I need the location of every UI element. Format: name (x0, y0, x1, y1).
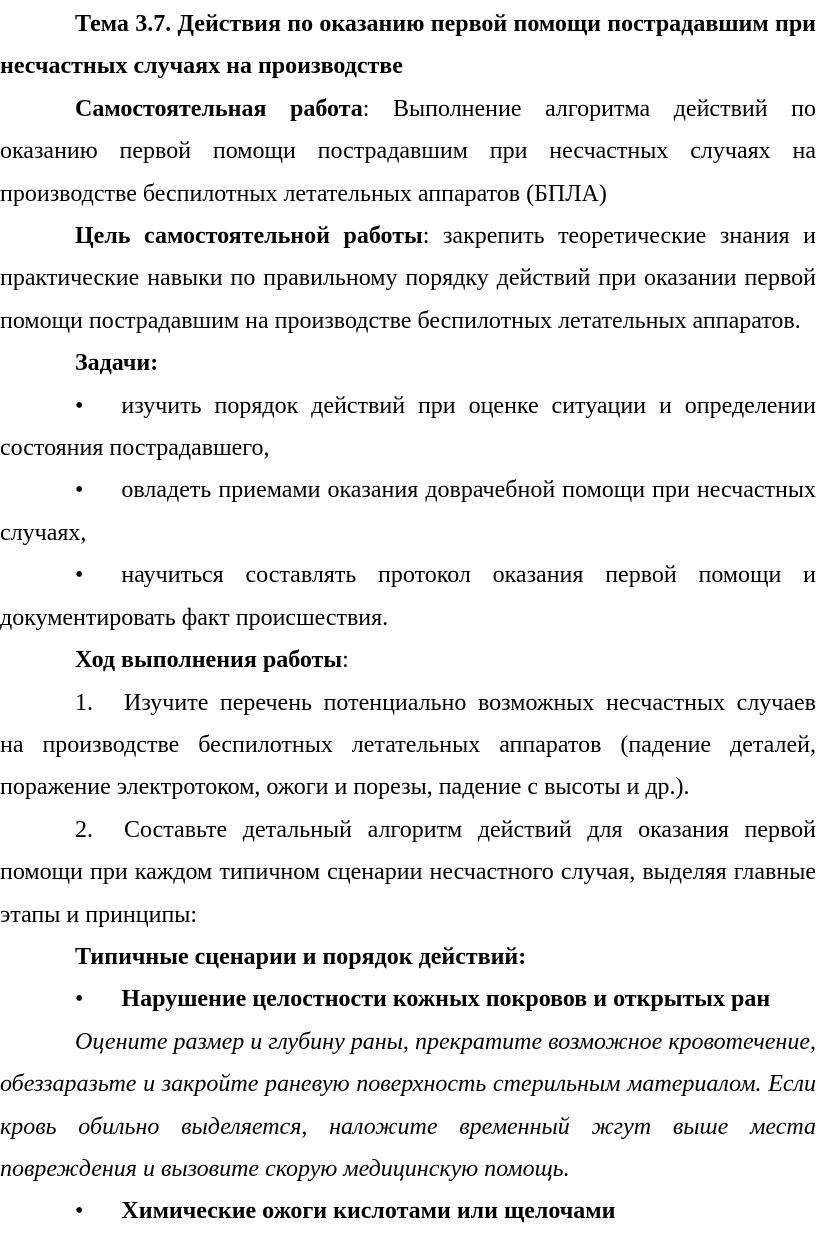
scenario-wounds-description: Оцените размер и глубину раны, прекратите возможное кровотечение, обеззаразьте и закройте раневую поверхность стерильным материалом. Если кровь обильно выделяется, наложите временный жгут выше места повреждения и вызовите скорую медицинскую помощь. (0, 1028, 816, 1182)
bullet-icon: • (75, 986, 84, 1013)
tasks-heading: Задачи: (75, 350, 159, 377)
topic-title: Тема 3.7. Действия по оказанию первой помощи пострадавшим при несчастных случаях на производстве (0, 11, 816, 80)
goal-rest: : закрепить теоретические знания и практические навыки по правильному порядку действий при оказании первой помощи пострадавшим на производстве беспилотных летательных аппаратов. (0, 223, 816, 334)
step-number: 2. (75, 816, 93, 843)
bullet-icon: • (75, 1198, 84, 1225)
steps-heading-lead: Ход выполнения работы (75, 647, 343, 674)
selfwork-lead: Самостоятельная работа (75, 95, 363, 122)
bullet-icon: • (75, 562, 84, 589)
step-item-1 (0, 682, 816, 809)
task-item-text: овладеть приемами оказания доврачебной помощи при несчастных случаях, (0, 477, 816, 546)
bullet-icon: • (75, 477, 84, 504)
task-item-text: изучить порядок действий при оценке ситуации и определении состояния пострадавшего, (0, 392, 816, 462)
bullet-icon: • (75, 392, 84, 419)
task-item-2 (0, 469, 816, 554)
steps-heading-colon: : (342, 647, 349, 674)
steps-heading (0, 639, 816, 681)
task-item-text: научиться составлять протокол оказания первой помощи и документировать факт происшествия. (0, 562, 816, 631)
task-item-1 (0, 385, 816, 470)
selfwork-paragraph (0, 88, 816, 215)
scenario-item-chemical (0, 1190, 816, 1232)
goal-lead: Цель самостоятельной работы (75, 223, 423, 250)
step-item-2 (0, 809, 816, 936)
scenario-title: Нарушение целостности кожных покровов и открытых ран (121, 986, 771, 1013)
scenario-item-wounds (0, 978, 816, 1020)
selfwork-rest: : Выполнение алгоритма действий по оказанию первой помощи пострадавшим при несчастных случаях на производстве беспилотных летательных аппаратов (БПЛА) (0, 95, 816, 207)
step-item-text: Составьте детальный алгоритм действий для оказания первой помощи при каждом типичном сценарии несчастного случая, выделяя главные этапы и принципы: (0, 816, 816, 928)
scenarios-heading: Типичные сценарии и порядок действий: (75, 943, 527, 970)
goal-paragraph (0, 215, 816, 342)
step-item-text: Изучите перечень потенциально возможных несчастных случаев на производстве беспилотных летательных аппаратов (падение деталей, поражение электротоком, ожоги и порезы, падение с высоты и др.). (0, 689, 816, 801)
scenario-title: Химические ожоги кислотами или щелочами (121, 1198, 616, 1225)
task-item-3 (0, 554, 816, 639)
step-number: 1. (75, 689, 93, 716)
